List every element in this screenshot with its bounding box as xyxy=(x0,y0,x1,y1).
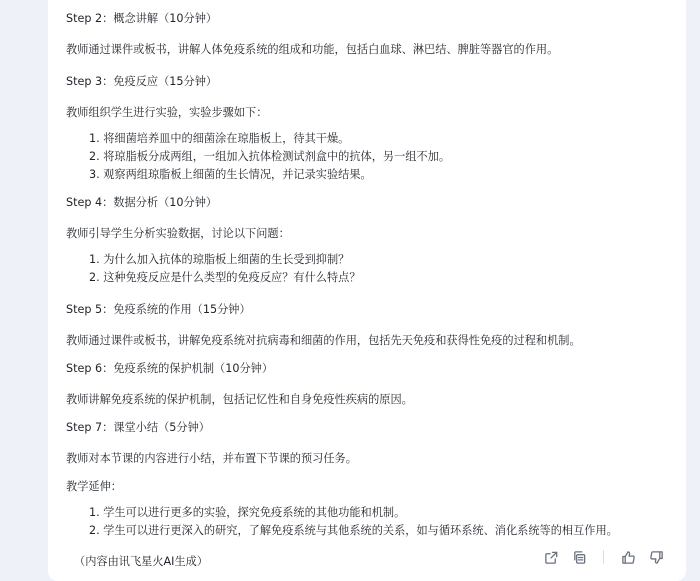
answer-card xyxy=(48,0,686,581)
extension-list xyxy=(66,504,668,540)
step-3-title: Step 3：免疫反应（15分钟） xyxy=(66,75,218,88)
list-item: 3. 观察两组琼脂板上细菌的生长情况，并记录实验结果。 xyxy=(89,168,372,181)
list-item: 1. 为什么加入抗体的琼脂板上细菌的生长受到抑制？ xyxy=(89,253,350,266)
list-item: 1. 学生可以进行更多的实验，探究免疫系统的其他功能和机制。 xyxy=(89,506,406,519)
feedback-group xyxy=(620,549,664,565)
step-2-paragraph: 教师通过课件或板书，讲解人体免疫系统的组成和功能，包括白血球、淋巴结、脾脏等器官的作用。 xyxy=(66,43,559,56)
step-4-paragraph: 教师引导学生分析实验数据，讨论以下问题： xyxy=(66,227,290,240)
list-item: 2. 这种免疫反应是什么类型的免疫反应？有什么特点？ xyxy=(89,271,361,284)
thumbs-down-icon[interactable] xyxy=(648,549,664,565)
copy-icon[interactable] xyxy=(571,549,587,565)
step-6-title: Step 6：免疫系统的保护机制（10分钟） xyxy=(66,362,274,375)
list-item: 2. 将琼脂板分成两组，一组加入抗体检测试剂盒中的抗体，另一组不加。 xyxy=(89,150,451,163)
step-5-paragraph: 教师通过课件或板书，讲解免疫系统对抗病毒和细菌的作用，包括先天免疫和获得性免疫的过程和机制。 xyxy=(66,334,581,347)
action-divider xyxy=(603,550,604,564)
thumbs-up-icon[interactable] xyxy=(620,549,636,565)
step-3-paragraph: 教师组织学生进行实验，实验步骤如下： xyxy=(66,106,268,119)
step-4-list xyxy=(66,251,668,287)
step-4-title: Step 4：数据分析（10分钟） xyxy=(66,196,218,209)
answer-content xyxy=(66,10,668,571)
list-item: 2. 学生可以进行更深入的研究，了解免疫系统与其他系统的关系，如与循环系统、消化系统等的相互作用。 xyxy=(89,524,618,537)
extension-title: 教学延伸： xyxy=(66,480,122,493)
share-icon[interactable] xyxy=(543,549,559,565)
step-7-title: Step 7：课堂小结（5分钟） xyxy=(66,421,210,434)
step-7-paragraph: 教师对本节课的内容进行小结，并布置下节课的预习任务。 xyxy=(66,452,357,465)
source-note: （内容由讯飞星火AI生成） xyxy=(74,555,209,568)
step-6-paragraph: 教师讲解免疫系统的保护机制，包括记忆性和自身免疫性疾病的原因。 xyxy=(66,393,413,406)
list-item: 1. 将细菌培养皿中的细菌涂在琼脂板上，待其干燥。 xyxy=(89,132,350,145)
step-2-title: Step 2：概念讲解（10分钟） xyxy=(66,12,218,25)
answer-actions xyxy=(543,549,664,565)
step-3-list xyxy=(66,130,668,184)
step-5-title: Step 5：免疫系统的作用（15分钟） xyxy=(66,303,251,316)
share-copy-group xyxy=(543,549,587,565)
